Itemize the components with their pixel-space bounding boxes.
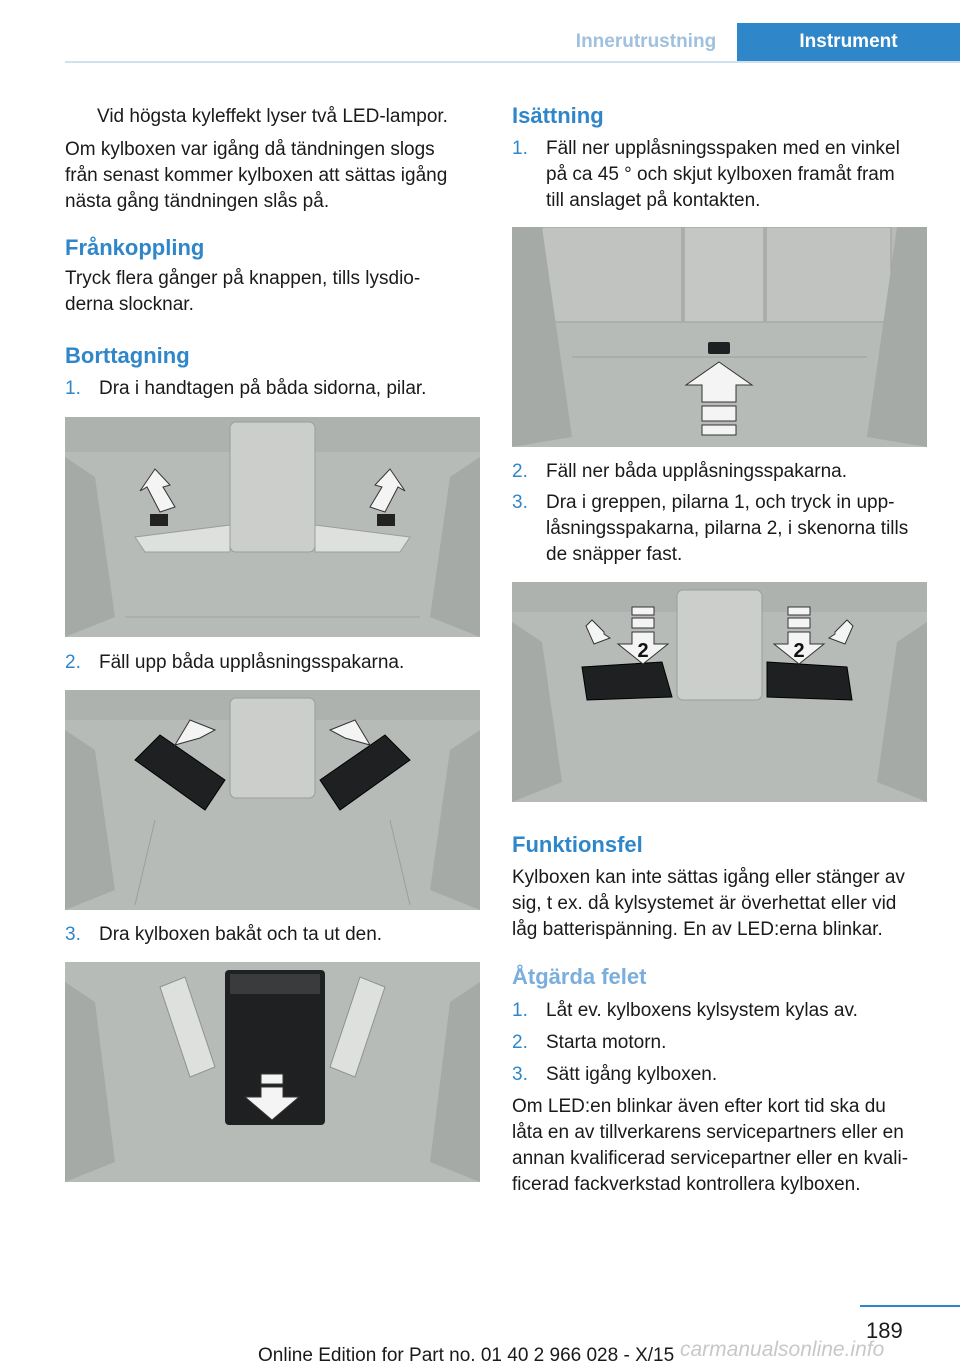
step-number: 3.	[65, 924, 81, 945]
step-number: 1.	[512, 138, 528, 159]
step-number: 3.	[512, 492, 528, 513]
heading-frankoppling: Frånkoppling	[65, 235, 205, 260]
header-section-tab[interactable]: Innerutrustning	[575, 31, 717, 52]
step-number: 2.	[65, 652, 81, 673]
step-number: 2.	[512, 461, 528, 482]
heading-borttagning: Borttagning	[65, 343, 190, 368]
figure-remove-handles	[65, 417, 480, 637]
text-line: Dra i greppen, pilarna 1, och tryck in upp-	[546, 492, 895, 513]
funktionsfel-paragraph	[512, 865, 905, 943]
text-line: till anslaget på kontakten.	[546, 190, 761, 211]
step-number: 2.	[512, 1032, 528, 1053]
text-line: sig, t ex. då kylsystemet är överhettat eller vid	[512, 893, 897, 914]
text-line: Tryck flera gånger på knappen, tills lysdio-	[65, 268, 421, 289]
step-text: Låt ev. kylboxens kylsystem kylas av.	[546, 1000, 858, 1021]
step-text: Fäll ner båda upplåsningsspakarna.	[546, 461, 848, 482]
text-line: ficerad fackverkstad kontrollera kylboxen.	[512, 1174, 861, 1195]
page-number: 189	[866, 1318, 903, 1343]
heading-funktionsfel: Funktionsfel	[512, 832, 643, 857]
header-chapter-tab[interactable]: Instrument	[737, 23, 960, 61]
figure-levers-down	[512, 582, 927, 802]
text-line: Fäll ner upplåsningsspaken med en vinkel	[546, 138, 900, 159]
figure-label-right: 2	[793, 640, 805, 662]
figure-label-left: 2	[637, 640, 649, 662]
watermark: carmanualsonline.info	[680, 1338, 885, 1361]
text-line: Kylboxen kan inte sättas igång eller stänger av	[512, 867, 905, 888]
text-line: Om kylboxen var igång då tändningen slogs	[65, 139, 435, 160]
step-number: 1.	[65, 378, 81, 399]
page-number-rule	[860, 1305, 960, 1307]
figure-box-removed	[65, 962, 480, 1182]
text-line: från senast kommer kylboxen att sättas igång	[65, 165, 448, 186]
text-line: på ca 45 ° och skjut kylboxen framåt fram	[546, 164, 895, 185]
text-line: låg batterispänning. En av LED:erna blinkar.	[512, 919, 883, 940]
text-line: Om LED:en blinkar även efter kort tid ska du	[512, 1096, 886, 1117]
text-line: de snäpper fast.	[546, 544, 683, 565]
heading-isattning: Isättning	[512, 103, 604, 128]
step-text: Fäll upp båda upplåsningsspakarna.	[99, 652, 405, 673]
header-rule	[65, 61, 960, 63]
text-line: annan kvalificerad servicepartner eller en kvali-	[512, 1148, 909, 1169]
intro-line: Vid högsta kyleffekt lyser två LED-lampor.	[97, 106, 448, 127]
frankoppling-paragraph	[65, 266, 420, 318]
step-number: 3.	[512, 1064, 528, 1085]
step-text: Starta motorn.	[546, 1032, 667, 1053]
step-text: Dra kylboxen bakåt och ta ut den.	[99, 924, 383, 945]
step-text	[546, 490, 908, 568]
edition-footer: Online Edition for Part no. 01 40 2 966 028 - X/15	[258, 1345, 675, 1366]
step-text: Dra i handtagen på båda sidorna, pilar.	[99, 378, 427, 399]
step-text: Sätt igång kylboxen.	[546, 1064, 718, 1085]
text-line: låta en av tillverkarens servicepartners eller en	[512, 1122, 904, 1143]
text-line: derna slocknar.	[65, 294, 194, 315]
text-line: nästa gång tändningen slås på.	[65, 191, 330, 212]
heading-atgarda: Åtgärda felet	[512, 964, 647, 989]
step-number: 1.	[512, 1000, 528, 1021]
text-line: låsningsspakarna, pilarna 2, i skenorna tills	[546, 518, 909, 539]
step-text	[546, 136, 900, 214]
atgarda-closing-paragraph	[512, 1094, 908, 1198]
figure-push-forward	[512, 227, 927, 447]
intro-paragraph	[65, 137, 447, 215]
figure-levers-up	[65, 690, 480, 910]
